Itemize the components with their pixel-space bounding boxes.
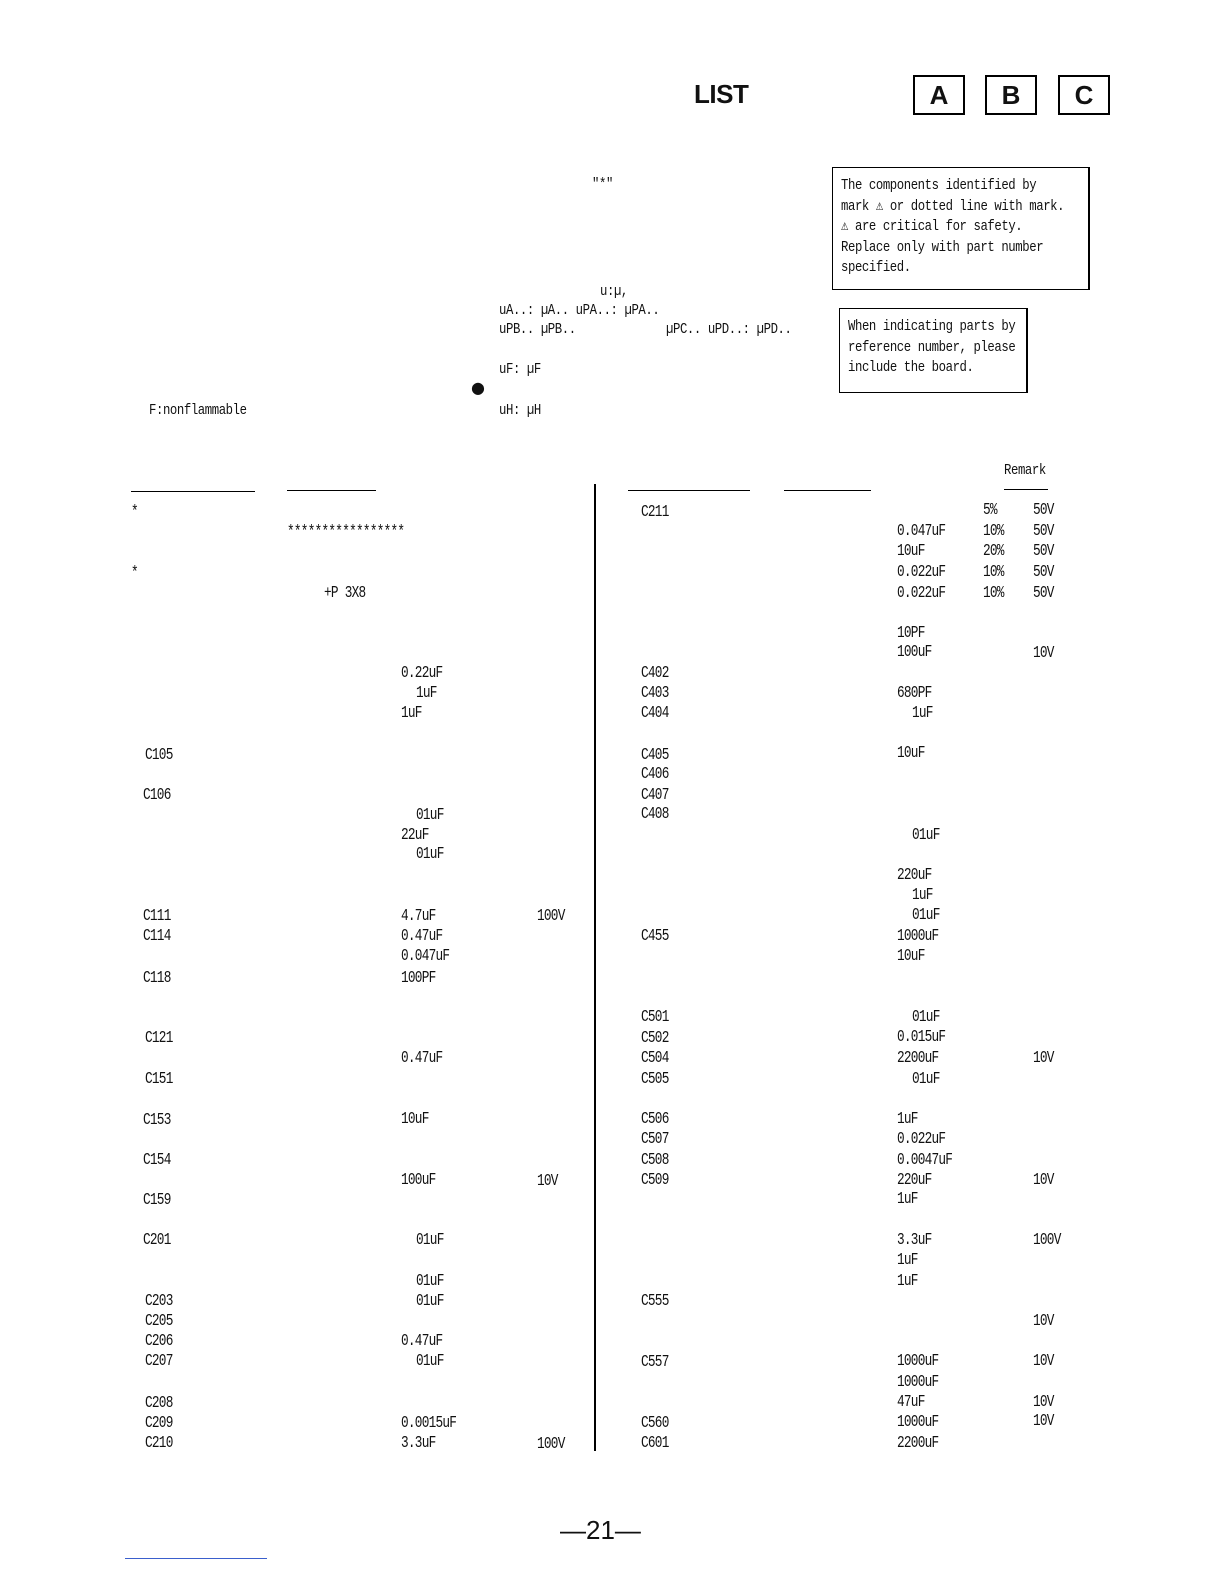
header-rule (784, 490, 871, 491)
value-cell: 0.47uF (401, 927, 443, 946)
ref-cell: C560 (641, 1414, 669, 1433)
value-cell: 10uF (897, 744, 925, 763)
screw-cell: +P 3X8 (324, 584, 366, 603)
value-cell: 1uF (897, 1110, 918, 1129)
upc-note: µPC.. uPD..: µPD.. (666, 321, 792, 338)
value-cell: 01uF (912, 1008, 940, 1027)
value-cell: 2200uF (897, 1049, 939, 1068)
ref-line: include the board. (848, 359, 974, 376)
ref-cell: C106 (143, 786, 171, 805)
voltage-cell: 10V (1033, 1412, 1054, 1431)
value-cell: 100uF (897, 643, 932, 662)
value-cell: 01uF (416, 806, 444, 825)
value-cell: 10uF (897, 947, 925, 966)
ref-cell: C207 (145, 1352, 173, 1371)
header-rule (1004, 489, 1048, 490)
safety-line: The components identified by (841, 177, 1037, 194)
footer-link-rule (125, 1558, 267, 1559)
ref-cell: C601 (641, 1434, 669, 1453)
board-a-box: A (913, 75, 965, 115)
voltage-cell: 50V (1033, 563, 1054, 582)
upb-note: uPB.. µPB.. (499, 321, 576, 338)
page-title: LIST (694, 79, 749, 109)
ref-cell: C153 (143, 1111, 171, 1130)
voltage-cell: 10V (1033, 1049, 1054, 1068)
ref-cell: C555 (641, 1292, 669, 1311)
value-cell: 0.0015uF (401, 1414, 457, 1433)
uh-note: uH: µH (499, 402, 541, 419)
remark-header: Remark (1004, 462, 1046, 479)
value-cell: 100uF (401, 1171, 436, 1190)
ref-cell: C121 (145, 1029, 173, 1048)
tolerance-cell: 5% (983, 501, 997, 520)
safety-line: specified. (841, 259, 911, 276)
ref-cell: C501 (641, 1008, 669, 1027)
header-rule (131, 491, 255, 492)
ref-cell: C502 (641, 1029, 669, 1048)
ref-cell: C455 (641, 927, 669, 946)
ref-cell: C105 (145, 746, 173, 765)
ref-cell: C208 (145, 1394, 173, 1413)
value-cell: 47uF (897, 1393, 925, 1412)
value-cell: 1uF (897, 1190, 918, 1209)
voltage-cell: 10V (1033, 1312, 1054, 1331)
value-cell: 0.47uF (401, 1332, 443, 1351)
value-cell: 10uF (401, 1110, 429, 1129)
page-number: —21— (560, 1515, 641, 1545)
value-cell: 10uF (897, 542, 925, 561)
ref-cell: C154 (143, 1151, 171, 1170)
ref-cell: C402 (641, 664, 669, 683)
voltage-cell: 100V (537, 1435, 565, 1454)
ref-cell: C506 (641, 1110, 669, 1129)
ref-line: reference number, please (848, 338, 1016, 356)
ref-cell: C508 (641, 1151, 669, 1170)
ref-cell: C205 (145, 1312, 173, 1331)
value-cell: 0.047uF (897, 522, 946, 541)
ref-cell: C509 (641, 1171, 669, 1190)
tolerance-cell: 10% (983, 522, 1004, 541)
voltage-cell: 10V (1033, 1352, 1054, 1371)
tolerance-cell: 10% (983, 563, 1004, 582)
value-cell: 1uF (912, 886, 933, 905)
ref-cell: C403 (641, 684, 669, 703)
value-cell: 01uF (912, 906, 940, 925)
value-cell: 3.3uF (401, 1434, 436, 1453)
value-cell: 01uF (416, 845, 444, 864)
value-cell: 1uF (897, 1272, 918, 1291)
header-rule (628, 490, 750, 491)
voltage-cell: 10V (1033, 644, 1054, 663)
ref-cell: * (131, 564, 138, 583)
value-cell: 3.3uF (897, 1231, 932, 1250)
value-cell: 01uF (912, 826, 940, 845)
value-cell: 0.22uF (401, 664, 443, 683)
safety-line: mark ⚠ or dotted line with mark. (841, 197, 1065, 215)
tolerance-cell: 10% (983, 584, 1004, 603)
value-cell: 01uF (416, 1231, 444, 1250)
ref-cell: C111 (143, 907, 171, 926)
ua-note: uA..: µA.. uPA..: µPA.. (499, 302, 660, 319)
ref-cell: C203 (145, 1292, 173, 1311)
value-cell: 1uF (912, 704, 933, 723)
value-cell: 22uF (401, 826, 429, 845)
ref-cell: C210 (145, 1434, 173, 1453)
ref-cell: C557 (641, 1353, 669, 1372)
ref-cell: C151 (145, 1070, 173, 1089)
voltage-cell: 10V (537, 1172, 558, 1191)
value-cell: 100PF (401, 969, 436, 988)
value-cell: 1000uF (897, 927, 939, 946)
value-cell: 0.47uF (401, 1049, 443, 1068)
ref-cell: C408 (641, 805, 669, 824)
ref-cell: * (131, 503, 138, 522)
ref-cell: C206 (145, 1332, 173, 1351)
ref-cell: C406 (641, 765, 669, 784)
voltage-cell: 100V (1033, 1231, 1061, 1250)
micro-note: u:µ, (600, 283, 628, 300)
value-cell: 0.022uF (897, 584, 946, 603)
ref-cell: C211 (641, 503, 669, 522)
value-cell: 01uF (416, 1272, 444, 1291)
value-cell: 220uF (897, 866, 932, 885)
header-rule (287, 490, 376, 491)
voltage-cell: 10V (1033, 1171, 1054, 1190)
value-cell: 0.0047uF (897, 1151, 953, 1170)
voltage-cell: 100V (537, 907, 565, 926)
value-cell: 01uF (416, 1352, 444, 1371)
ref-cell: C507 (641, 1130, 669, 1149)
value-cell: 1000uF (897, 1413, 939, 1432)
ref-cell: C505 (641, 1070, 669, 1089)
ref-cell: C118 (143, 969, 171, 988)
asterisk-row: ***************** (287, 523, 405, 542)
bullet-mark: ● (471, 378, 485, 397)
value-cell: 10PF (897, 624, 925, 643)
nonflammable-note: F:nonflammable (149, 402, 247, 419)
tolerance-cell: 20% (983, 542, 1004, 561)
reference-notice-box (839, 308, 1028, 393)
value-cell: 4.7uF (401, 907, 436, 926)
voltage-cell: 50V (1033, 522, 1054, 541)
value-cell: 1000uF (897, 1352, 939, 1371)
ref-cell: C405 (641, 746, 669, 765)
uf-note: uF: µF (499, 361, 541, 378)
value-cell: 1uF (416, 684, 437, 703)
ref-cell: C209 (145, 1414, 173, 1433)
voltage-cell: 50V (1033, 501, 1054, 520)
ref-cell: C504 (641, 1049, 669, 1068)
asterisk-note: "*" (592, 176, 613, 193)
value-cell: 01uF (416, 1292, 444, 1311)
value-cell: 0.015uF (897, 1028, 946, 1047)
ref-cell: C407 (641, 786, 669, 805)
board-c-box: C (1058, 75, 1110, 115)
ref-cell: C201 (143, 1231, 171, 1250)
value-cell: 1uF (401, 704, 422, 723)
value-cell: 680PF (897, 684, 932, 703)
value-cell: 2200uF (897, 1434, 939, 1453)
voltage-cell: 10V (1033, 1393, 1054, 1412)
board-b-box: B (985, 75, 1037, 115)
value-cell: 01uF (912, 1070, 940, 1089)
value-cell: 0.022uF (897, 1130, 946, 1149)
safety-line: Replace only with part number (841, 238, 1044, 256)
value-cell: 220uF (897, 1171, 932, 1190)
column-divider (594, 484, 596, 1451)
safety-line: ⚠ are critical for safety. (841, 218, 1023, 235)
voltage-cell: 50V (1033, 584, 1054, 603)
value-cell: 1000uF (897, 1373, 939, 1392)
value-cell: 1uF (897, 1251, 918, 1270)
ref-cell: C159 (143, 1191, 171, 1210)
value-cell: 0.022uF (897, 563, 946, 582)
value-cell: 0.047uF (401, 947, 450, 966)
ref-line: When indicating parts by (848, 318, 1016, 335)
ref-cell: C404 (641, 704, 669, 723)
voltage-cell: 50V (1033, 542, 1054, 561)
safety-notice-box (832, 167, 1090, 290)
ref-cell: C114 (143, 927, 171, 946)
